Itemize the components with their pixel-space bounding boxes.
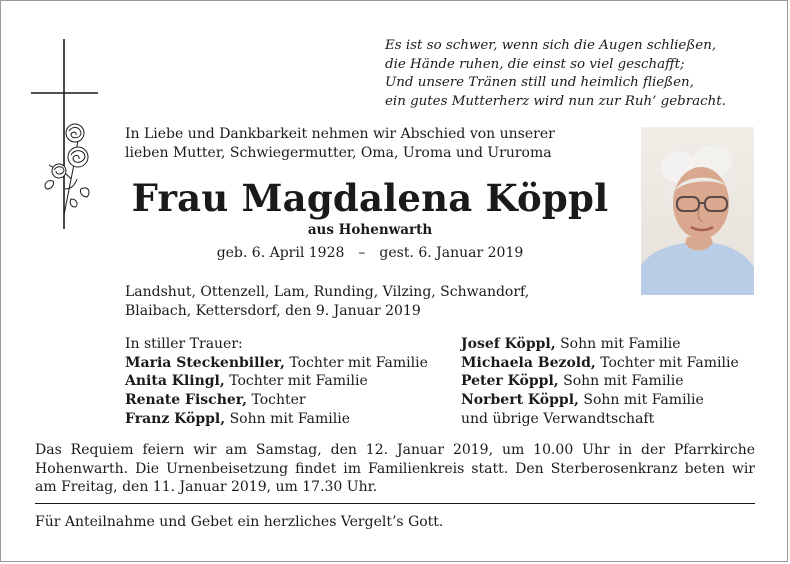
- mourner-relation: Sohn mit Familie: [578, 392, 704, 409]
- mourner-relation: Sohn mit Familie: [225, 410, 351, 427]
- poem-line: Und unsere Tränen still und heimlich fließen,: [385, 75, 694, 91]
- mourner-entry: [125, 354, 465, 373]
- mourner-entry: [125, 391, 465, 410]
- mourner-name: Josef Köppl,: [461, 336, 556, 352]
- mourner-name: Michaela Bezold,: [461, 354, 596, 371]
- mourner-relation: Tochter mit Familie: [284, 354, 428, 371]
- places-line: Blaibach, Kettersdorf, den 9. Januar 2019: [125, 302, 421, 319]
- mourner-entry: [461, 372, 771, 391]
- deceased-name: Frau Magdalena Köppl: [131, 176, 609, 220]
- divider: [35, 503, 755, 504]
- mourner-entry: [125, 410, 465, 429]
- poem-line: Es ist so schwer, wenn sich die Augen schließen,: [385, 38, 717, 53]
- mourner-relation: Sohn mit Familie: [558, 373, 684, 390]
- mourner-entry: [461, 410, 771, 429]
- portrait-photo: [641, 127, 754, 295]
- mourners-left-column: [125, 335, 465, 429]
- mourner-name: Norbert Köppl,: [461, 392, 579, 409]
- cross-icon: [31, 39, 98, 229]
- mourner-name: Maria Steckenbiller,: [125, 354, 285, 371]
- closing-thanks: Für Anteilnahme und Gebet ein herzliches Vergelt’s Gott.: [35, 514, 444, 530]
- mourner-name: Anita Klingl,: [125, 373, 225, 390]
- portrait-image: [641, 127, 754, 295]
- death-date: gest. 6. Januar 2019: [379, 245, 524, 261]
- places-and-date: [125, 283, 625, 320]
- places-line: Landshut, Ottenzell, Lam, Runding, Vilzing, Schwandorf,: [125, 284, 530, 300]
- mourner-relation: Tochter mit Familie: [224, 373, 368, 390]
- poem-line: die Hände ruhen, die einst so viel geschafft;: [385, 56, 685, 72]
- deceased-origin: aus Hohenwarth: [307, 222, 433, 238]
- life-dates: [125, 244, 615, 262]
- mourner-relation: Tochter: [247, 392, 306, 409]
- intro-text: [125, 125, 625, 162]
- rose-icon: [45, 124, 89, 215]
- date-separator: –: [358, 245, 366, 261]
- mourners-right-column: [461, 335, 771, 429]
- mourner-entry: [461, 391, 771, 410]
- cross-with-roses-icon: [31, 39, 101, 229]
- mourner-entry: [461, 335, 771, 354]
- birth-date: geb. 6. April 1928: [216, 245, 345, 261]
- mourner-name: Franz Köppl,: [125, 410, 226, 427]
- poem-line: ein gutes Mutterherz wird nun zur Ruh’ gebracht.: [385, 93, 726, 109]
- mourner-name: Renate Fischer,: [125, 392, 248, 409]
- mourner-name: Peter Köppl,: [461, 373, 559, 390]
- mourner-relation: Tochter mit Familie: [595, 354, 739, 371]
- service-details: Das Requiem feiern wir am Samstag, den 12. Januar 2019, um 10.00 Uhr in der Pfarrkirche Hohenwarth. Die Urnenbeisetzung findet im Familienkreis statt. Den Sterberosenkranz beten wir am Freitag, den 11. Januar 2019, um 17.30 Uhr.: [35, 442, 755, 496]
- mourners-heading: In stiller Trauer:: [125, 336, 243, 352]
- mourner-entry: [461, 354, 771, 373]
- intro-line: In Liebe und Dankbarkeit nehmen wir Abschied von unserer: [125, 126, 555, 142]
- mourner-relation: und übrige Verwandtschaft: [461, 410, 655, 427]
- intro-line: lieben Mutter, Schwiegermutter, Oma, Uroma und Ururoma: [125, 144, 552, 161]
- memorial-poem: [385, 37, 777, 111]
- mourner-relation: Sohn mit Familie: [555, 336, 681, 352]
- mourner-entry: [125, 372, 465, 391]
